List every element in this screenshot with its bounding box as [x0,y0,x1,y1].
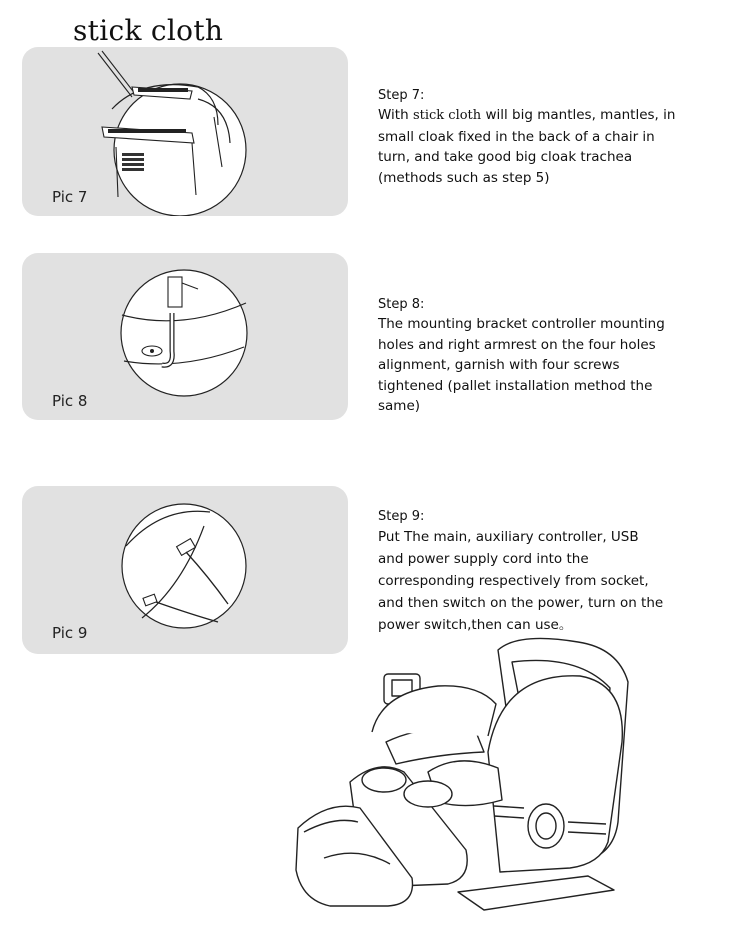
step-7-inline-term: stick cloth [412,108,482,123]
page-title: stick cloth [73,14,224,47]
step-7-title: Step 7: [378,88,425,103]
step-9 [378,509,668,636]
step-9-title: Step 9: [378,509,425,524]
step-8-title: Step 8: [378,297,425,312]
step-9-body: Put The main, auxiliary controller, USB and power supply cord into the corresponding respectively from socket, and then switch on the power, turn on the power switch,then can use。 [378,529,664,633]
pic-7-label: Pic 7 [52,188,88,206]
step-7 [378,88,688,188]
step-7-lead: With [378,107,413,123]
pic-7-panel [22,47,348,216]
pic-8-panel [22,253,348,420]
pic-9-panel [22,486,348,654]
step-8 [378,297,688,417]
step-7-body [378,105,688,188]
pic-8-label: Pic 8 [52,392,88,410]
pic-9-label: Pic 9 [52,624,88,642]
step-7-text: will big mantles, mantles, in small cloak fixed in the back of a chair in turn, and take good big cloak trachea (methods such as step 5) [378,107,676,186]
step-8-body: The mounting bracket controller mounting holes and right armrest on the four holes alignment, garnish with four screws tightened (pallet installation method the same) [378,316,665,414]
massage-chair-illustration [288,632,648,937]
